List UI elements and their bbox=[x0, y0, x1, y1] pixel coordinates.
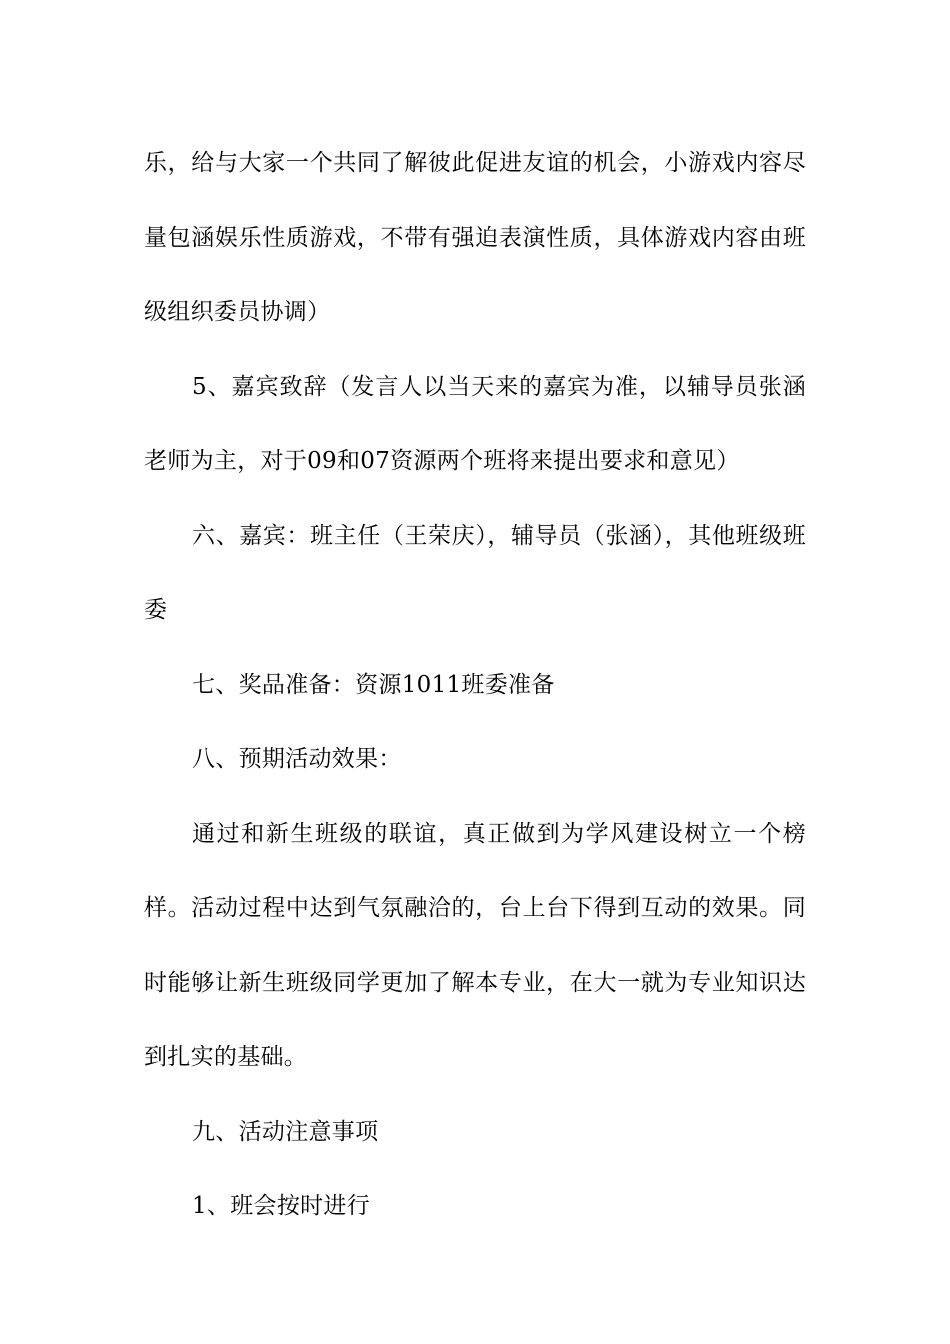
paragraph-guest-speech: 5、嘉宾致辞（发言人以当天来的嘉宾为准，以辅导员张涵老师为主，对于09和07资源两个班将来提出要求和意见） bbox=[144, 373, 806, 474]
section-heading-notes: 九、活动注意事项 bbox=[192, 1118, 379, 1145]
paragraph-note-1: 1、班会按时进行 bbox=[192, 1193, 371, 1219]
section-heading-expected-effect: 八、预期活动效果： bbox=[192, 746, 402, 772]
paragraph-expected-effect: 通过和新生班级的联谊，真正做到为学风建设树立一个榜样。活动过程中达到气氛融洽的，台上台下得到互动的效果。同时能够让新生班级同学更加了解本专业，在大一就为专业知识达到扎实的基础。 bbox=[144, 820, 806, 1070]
document-body bbox=[144, 126, 806, 1244]
paragraph-continuation: 乐，给与大家一个共同了解彼此促进友谊的机会，小游戏内容尽量包涵娱乐性质游戏，不带有强迫表演性质，具体游戏内容由班级组织委员协调） bbox=[144, 150, 806, 325]
paragraph-prizes: 七、奖品准备：资源1011班委准备 bbox=[192, 671, 555, 698]
paragraph-guests: 六、嘉宾：班主任（王荣庆），辅导员（张涵），其他班级班委 bbox=[144, 522, 806, 623]
